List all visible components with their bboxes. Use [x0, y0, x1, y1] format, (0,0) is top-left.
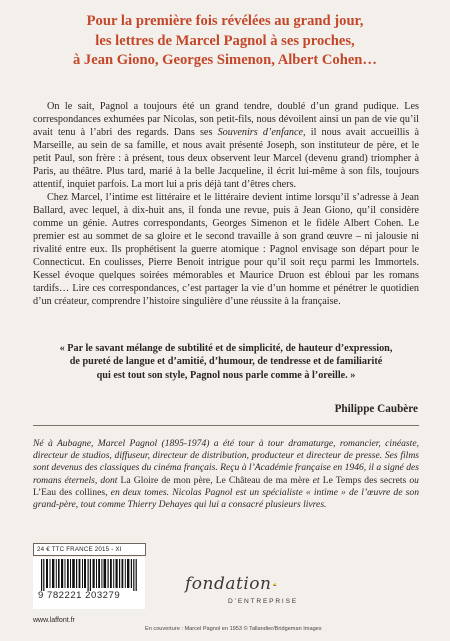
quote-line: « Par le savant mélange de subtilité et de simplicité, de hauteur d’expression,: [59, 343, 393, 354]
blurb-text: On le sait, Pagnol a toujours été un grand tendre, doublé d’un grand pudique. Les correspondances exhumées par Nicolas, son petit-fils, nous dévoilent ainsi un pan de vie qu’il avait tenu à l’abri des regards. Dans ses: [33, 101, 419, 138]
bio-text: et: [309, 474, 323, 486]
headline-line: les lettres de Marcel Pagnol à ses proches,: [95, 32, 355, 49]
book-title: L’Eau des collines: [33, 486, 106, 498]
quote-line: de pureté de langue et d’amitié, d’humour, de tendresse et de familiarité: [69, 356, 383, 368]
headline: [20, 12, 430, 71]
book-title-souvenirs: Souvenirs d’enfance: [217, 127, 304, 138]
blurb-text: , il nous avait accueillis à Marseille, au sein de sa famille, et nous avait présenté Joseph, son instituteur de père, et le petit Paul, son frère : à présent, tous deux observent leur Marcel (devenu grand) triompher à Paris, au théâtre. Plus tard, marié à la belle Jacqueline, il écrit lui-même à son fils, toujours attentif, inquiet parfois. La mort lui a pris déjà tant d’êtres chers.: [33, 127, 419, 190]
book-title: Le Temps des secrets: [322, 474, 407, 486]
pull-quote: [33, 342, 419, 382]
blurb-paragraph-2: Chez Marcel, l’intime est littéraire et le littéraire devient intime lorsqu’il s’adresse à Jean Ballard, avec lequel, à dix-huit ans, il fonda une revue, puis à Jean Giono, qu’il considère comme un génie. Autres correspondants, Georges Simenon et le fidèle Albert Cohen. Le premier est au sommet de sa gloire et le second travaille à son grand œuvre – ni jalousie ni rivalité entre eux. Ils prophétisent la guerre atomique : Pagnol envisage son départ pour le Connecticut. En coulisses, Pierre Benoit intrigue pour qu’il soit reçu parmi les Immortels. Kessel évoque quelques soirées mémorables et Maurice Druon est ébloui par les romans tardifs… Lire ces correspondances, c’est partager la vie d’un homme et pénétrer le quotidien d’un créateur, comprendre l’histoire singulière d’une réussite à la française.: [33, 192, 419, 307]
publisher-url: www.laffont.fr: [33, 617, 75, 624]
quote-line: qui est tout son style, Pagnol nous parle comme à l’oreille. »: [96, 369, 356, 381]
bio-text: ,: [210, 474, 216, 486]
divider: [33, 425, 419, 426]
book-title: Le Château de ma mère: [215, 474, 310, 486]
cover-credit: En couverture : Marcel Pagnol en 1953 © Tallandier/Bridgeman Images: [145, 626, 322, 632]
fondation-logo-script: fondation: [185, 574, 272, 594]
headline-line: à Jean Giono, Georges Simenon, Albert Cohen…: [72, 52, 378, 68]
bio-text: Né à Aubagne, Marcel Pagnol (1895-1974) a été tour à tour dramaturge, romancier, cinéaste, directeur de studios, diffuseur, directeur de distribution, producteur et directeur de presse. Ses films sont devenus des classiques du cinéma français. Reçu à l’Académie française en 1946, il a signé des romans éternels, dont: [33, 438, 419, 486]
price-label: 24 € TTC FRANCE 2015 - XI: [33, 543, 146, 556]
blurb-paragraph-1: [33, 100, 419, 191]
blurb-body: [33, 100, 419, 308]
book-title: La Gloire de mon père: [120, 474, 211, 486]
bio-text: , en deux tomes. Nicolas Pagnol est un spécialiste « intime » de l’œuvre de son grand-père, tout comme Thierry Dehayes qui lui a consacré plusieurs livres.: [33, 486, 419, 511]
headline-line: Pour la première fois révélées au grand jour,: [86, 13, 364, 29]
isbn-number: 9 782221 203279: [38, 590, 121, 601]
bio-text: ou: [406, 474, 419, 486]
quote-author: Philippe Caubère: [334, 403, 418, 415]
post-bird-icon: [272, 574, 298, 598]
barcode: [33, 557, 145, 609]
author-bio: [33, 438, 419, 511]
fondation-logo-subtitle: D’ENTREPRISE: [228, 598, 298, 605]
barcode-bars: [33, 557, 145, 591]
